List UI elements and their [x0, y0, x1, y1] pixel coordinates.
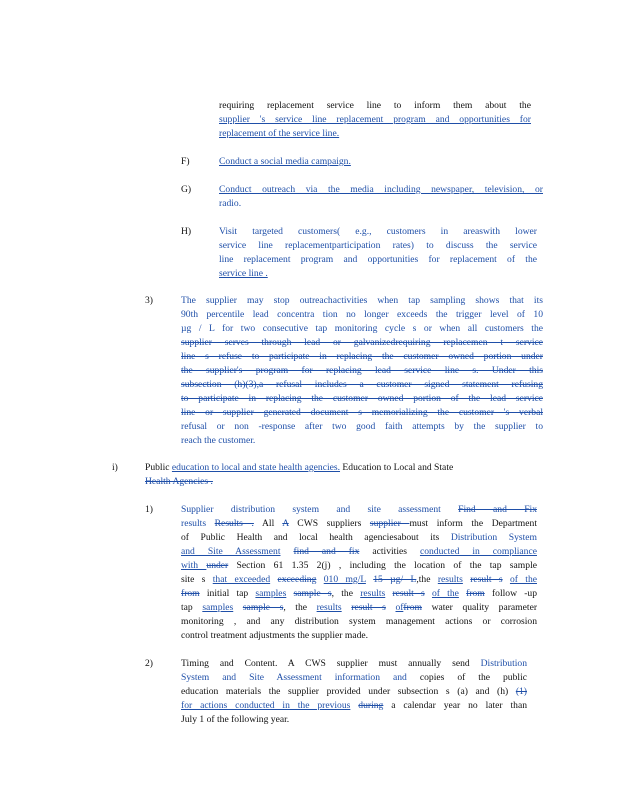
text-line: [219, 127, 531, 141]
text-run: with: [181, 560, 207, 571]
text-run: 90th percentile lead concentra tion no longer exceeds the trigger level of 10: [181, 309, 543, 320]
text-run: Distribution: [480, 658, 527, 669]
text-run: education materials the supplier provided under subsection s (a) and (h): [181, 686, 516, 697]
text-line: [181, 294, 543, 308]
item-h-text: [219, 225, 537, 281]
text-run: result s: [351, 602, 386, 613]
text-line: [181, 657, 527, 671]
text-run: results: [437, 574, 463, 585]
text-run: The supplier may stop outreachactivities when tap sampling shows that its: [181, 295, 543, 306]
text-run: from: [466, 588, 485, 599]
text-line: [219, 253, 537, 267]
heading-line: [145, 475, 533, 489]
text-run: [233, 602, 243, 613]
text-run: reach the customer.: [181, 435, 256, 446]
text-run: copies of the public: [419, 672, 527, 683]
text-run: [342, 602, 352, 613]
text-line: [181, 308, 543, 322]
text-run: education to local and state health agencies.: [171, 462, 341, 473]
text-run: of the: [509, 574, 537, 585]
text-run: line replacement program and opportunities for replacement of the: [219, 254, 537, 265]
sub-1-text: [181, 503, 537, 643]
text-line: [219, 99, 531, 113]
item-g-text: [219, 183, 543, 211]
text-run: ,the: [416, 574, 438, 585]
text-line: [219, 197, 543, 211]
text-line: [219, 239, 537, 253]
text-run: 15 µg/ L: [373, 574, 417, 585]
text-line: [181, 531, 537, 545]
text-line: [181, 601, 537, 615]
text-run: samples: [255, 588, 287, 599]
text-run: result s: [392, 588, 425, 599]
text-line: [181, 378, 543, 392]
sub-label-1: 1): [145, 504, 153, 515]
text-run: Health Agencies .: [145, 476, 213, 487]
text-line: [181, 364, 543, 378]
text-line: [219, 183, 543, 197]
text-line: [181, 322, 543, 336]
text-run: from: [403, 602, 422, 613]
text-run: A: [282, 518, 289, 529]
text-run: All: [253, 518, 283, 529]
text-run: service line .: [219, 268, 268, 279]
text-run: Distribution System: [450, 532, 537, 543]
text-run: site s: [181, 574, 213, 585]
text-run: for actions conducted in the previous: [181, 700, 351, 711]
text-line: [181, 503, 537, 517]
text-run: under: [206, 560, 229, 571]
text-run: 010 mg/L: [323, 574, 366, 585]
text-run: results: [360, 588, 386, 599]
text-run: and Site Assessment: [181, 546, 281, 557]
text-run: , the: [331, 588, 361, 599]
text-run: of the: [431, 588, 459, 599]
text-run: sample s: [293, 588, 332, 599]
text-run: [286, 588, 293, 599]
text-run: initial tap: [199, 588, 256, 599]
text-run: service line replacementparticipation rates) to discuss the service: [219, 240, 537, 251]
text-run: tap: [181, 602, 203, 613]
text-run: control treatment adjustments the supplier made.: [181, 630, 369, 641]
text-run: supplier 's service line replacement program and opportunities for: [219, 114, 531, 125]
text-line: [181, 671, 527, 685]
text-line: [181, 336, 543, 350]
text-run: Supplier distribution system and site assessment: [181, 504, 459, 515]
text-run: Visit targeted customers( e.g., customers in areaswith lower: [219, 226, 537, 237]
text-run: subsection (h)(3),a refusal includes a customer signed statement refusing: [181, 379, 543, 390]
text-line: [181, 587, 537, 601]
text-run: line or supplier generated document s memorializing the customer 's verbal: [181, 407, 543, 418]
text-line: [219, 113, 531, 127]
text-run: water quality parameter: [421, 602, 537, 613]
text-run: a calendar year no later than: [383, 700, 527, 711]
text-run: System and Site Assessment information and: [181, 672, 420, 683]
text-line: [181, 685, 527, 699]
text-run: [386, 602, 396, 613]
text-line: [181, 406, 543, 420]
text-run: supplier serves through lead or galvanizedrequiring replacemen t service: [181, 337, 543, 348]
sub-2-text: [181, 657, 527, 727]
text-line: [181, 713, 527, 727]
text-run: results: [316, 602, 342, 613]
continuation-paragraph: [219, 99, 531, 141]
text-run: find and fix: [293, 546, 360, 557]
text-run: conducted in compliance: [419, 546, 537, 557]
text-run: of Public Health and local health agenciesabout its: [181, 532, 451, 543]
text-run: Find and Fix: [458, 504, 537, 515]
text-line: [219, 267, 537, 281]
text-run: Education to Local and State: [340, 462, 454, 473]
text-run: line s refuse to participate in replacing the customer owned portion under: [181, 351, 543, 362]
item-f-text: [219, 155, 389, 169]
text-run: sample s: [242, 602, 284, 613]
text-run: that exceeded: [212, 574, 271, 585]
text-run: (1): [515, 686, 527, 697]
text-line: [219, 155, 389, 169]
text-run: during: [358, 700, 384, 711]
text-run: from: [181, 588, 200, 599]
text-run: activities: [359, 546, 420, 557]
item-label-h: H): [181, 226, 192, 237]
sub-label-2: 2): [145, 658, 153, 669]
text-line: [181, 629, 537, 643]
text-line: [181, 434, 543, 448]
text-line: [181, 392, 543, 406]
text-line: [181, 559, 537, 573]
text-line: [181, 573, 537, 587]
item-label-3: 3): [145, 295, 153, 306]
text-run: Conduct a social media campaign.: [219, 156, 351, 167]
text-run: to participate in replacing the customer owned portion of the lead service: [181, 393, 543, 404]
text-line: [181, 350, 543, 364]
text-run: of: [395, 602, 404, 613]
text-run: µg / L for two consecutive tap monitoring cycle s or when all customers the: [181, 323, 543, 334]
text-run: [503, 574, 510, 585]
text-run: monitoring , and any distribution system management actions or corrosion: [181, 616, 537, 627]
text-run: replacement of the service line.: [219, 128, 340, 139]
text-run: supplier: [369, 518, 410, 529]
text-run: follow -up: [484, 588, 537, 599]
text-run: must inform the Department: [409, 518, 537, 529]
item-3-text: [181, 294, 543, 448]
text-run: Public: [145, 462, 172, 473]
text-run: [281, 546, 294, 557]
text-run: results: [181, 518, 215, 529]
text-run: [316, 574, 323, 585]
text-run: refusal or non -response after two good faith attempts by the supplier to: [181, 421, 543, 432]
section-i-heading: [145, 461, 533, 489]
text-run: CWS suppliers: [288, 518, 370, 529]
item-label-g: G): [181, 184, 192, 195]
text-run: , the: [283, 602, 317, 613]
text-line: [181, 699, 527, 713]
text-run: result s: [470, 574, 503, 585]
text-line: [181, 545, 537, 559]
text-run: July 1 of the following year.: [181, 714, 290, 725]
text-run: exceeding: [277, 574, 317, 585]
text-run: the supplier's program for replacing lead service line s. Under this: [181, 365, 543, 376]
text-run: radio.: [219, 198, 242, 209]
text-run: Section 61 1.35 2(j) , including the location of the tap sample: [228, 560, 537, 571]
text-run: Conduct outreach via the media including newspaper, television, or: [219, 184, 543, 195]
text-run: Results .: [214, 518, 254, 529]
item-label-f: F): [181, 156, 190, 167]
text-run: Timing and Content. A CWS supplier must annually send: [181, 658, 481, 669]
text-line: [181, 615, 537, 629]
text-line: [219, 225, 537, 239]
text-line: [181, 517, 537, 531]
text-run: [425, 588, 432, 599]
heading-line: [145, 461, 533, 475]
text-line: [181, 420, 543, 434]
section-label-i: i): [112, 462, 118, 473]
text-run: requiring replacement service line to inform them about the: [219, 100, 531, 111]
text-run: samples: [202, 602, 234, 613]
